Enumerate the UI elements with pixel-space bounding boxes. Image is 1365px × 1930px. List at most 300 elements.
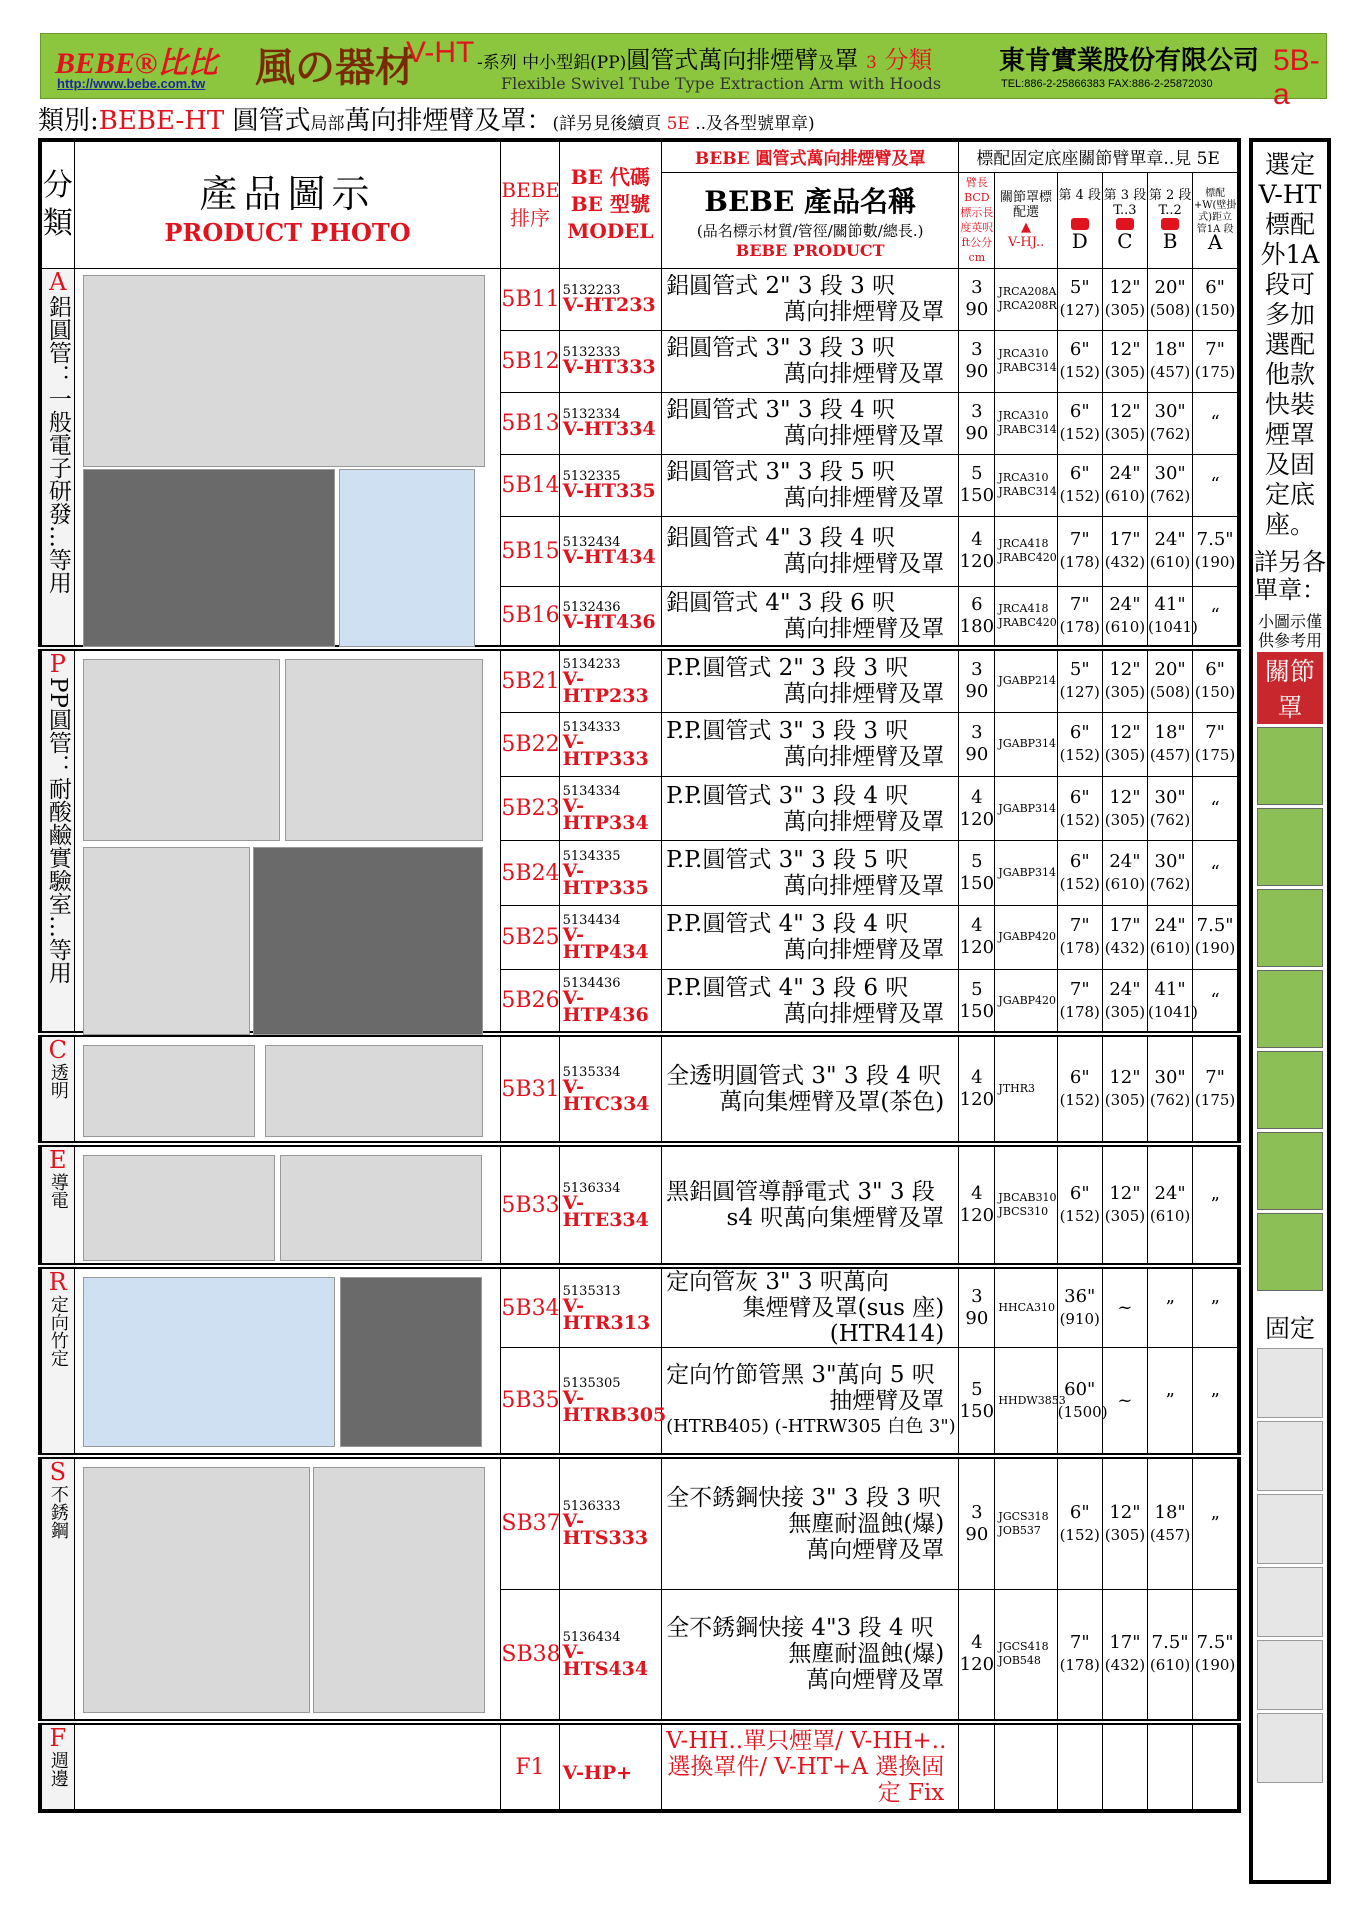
dim-b-in: ” (1165, 1297, 1175, 1319)
dim-a-cell (1193, 970, 1239, 1034)
category-name: 不銹鋼 (47, 1485, 69, 1539)
order-cell (501, 516, 559, 586)
dim-b-cm: (762) (1149, 425, 1191, 443)
order-cell (501, 268, 559, 330)
arm-length-ft: 5 (971, 978, 983, 1000)
product-name-line1: 鋁圓管式 4" 3 段 4 呎 (666, 525, 896, 551)
mount-thumbnail (1257, 1640, 1323, 1710)
dim-d-cm: (152) (1059, 1207, 1100, 1225)
dim-d-cm: (152) (1059, 810, 1100, 829)
model-cell (559, 454, 661, 516)
header-order (501, 140, 559, 268)
arm-length-ft: 4 (971, 1067, 983, 1088)
order-value: 5B15 (501, 538, 560, 564)
order-cell (501, 970, 559, 1034)
dim-b-in: 24" (1154, 915, 1186, 937)
side-tiny-note: 小圖示僅供參考用 (1257, 612, 1322, 650)
product-name-line1: 鋁圓管式 3" 3 段 3 呎 (666, 335, 896, 361)
product-name-line1: 定向竹節管黑 3"萬向 5 呎 (666, 1361, 935, 1388)
dim-d-cell (1057, 777, 1102, 841)
dim-b-cell (1148, 454, 1193, 516)
dim-b-cell (1148, 1348, 1193, 1456)
dim-c-cell (1102, 1348, 1147, 1456)
header-pname-sub: (品名標示材質/管徑/關節數/總長.) (696, 222, 924, 240)
category-cell (40, 268, 74, 648)
product-photo (280, 1155, 482, 1261)
product-name-line1: 鋁圓管式 3" 3 段 5 呎 (666, 459, 896, 485)
dim-d-cell (1057, 1722, 1102, 1811)
arm-length-ft: 4 (971, 1632, 983, 1654)
category-name: 透明 (47, 1063, 69, 1099)
dim-d-in: 6" (1069, 786, 1090, 808)
product-name-line2: 萬向排煙臂及罩 (783, 485, 945, 511)
dim-a-in: 7" (1205, 339, 1225, 360)
product-name-line1: 全透明圓管式 3" 3 段 4 呎 (666, 1063, 942, 1089)
arm-length-cm: 150 (959, 873, 995, 895)
product-name-line2: 萬向排煙臂及罩 (783, 808, 945, 835)
dim-d-in: 6" (1069, 339, 1090, 360)
dim-a-cell (1193, 905, 1239, 969)
header-code-b: BE 型號 (570, 192, 650, 217)
brand-logo: BEBE®比比 (55, 47, 218, 80)
product-photo (83, 1467, 310, 1713)
product-code: 5134335 (562, 848, 621, 864)
dim-d-in: 6" (1069, 401, 1090, 422)
dim-b-in: 20" (1154, 277, 1186, 298)
dim-a-in: 7.5" (1196, 529, 1234, 550)
dim-c-in: 17" (1109, 915, 1141, 937)
dim-c-cell (1102, 330, 1147, 392)
dim-c-cell (1102, 392, 1147, 454)
product-name-line2: 萬向排煙臂及罩 (783, 615, 945, 642)
product-name-line2: 萬向排煙臂及罩 (783, 873, 945, 900)
table-row (40, 1144, 1239, 1266)
joint-cell (995, 1144, 1057, 1266)
arm-length-cell (959, 1144, 995, 1266)
dim-b-cell (1148, 1589, 1193, 1722)
order-cell (501, 392, 559, 454)
header-seg3-label: 第 3 段 T..3 (1103, 188, 1147, 218)
dim-d-in: 5" (1069, 277, 1090, 298)
arm-length-cell (959, 970, 995, 1034)
dim-c-in: 12" (1109, 722, 1141, 744)
joint-cell (995, 268, 1057, 330)
model-code: V-HTS434 (562, 1640, 649, 1680)
header-b: B (1162, 229, 1178, 253)
category-name: 導電 (47, 1173, 69, 1209)
dim-b-cell (1148, 586, 1198, 648)
banner-subtitle: Flexible Swivel Tube Type Extraction Arm with Hoods (501, 74, 942, 93)
category-code: BEBE-HT (98, 106, 225, 136)
joint-code: JGABP420 (998, 930, 1057, 944)
header-seg4-label: 第 4 段 (1058, 188, 1102, 203)
arm-length-cell (959, 1034, 995, 1144)
hood-thumbnail (1257, 889, 1323, 967)
product-name-line1: 鋁圓管式 4" 3 段 6 呎 (666, 589, 896, 616)
dim-c-cm: (432) (1104, 939, 1146, 958)
header-pname-en: BEBE PRODUCT (735, 241, 885, 260)
dim-a-cell (1193, 1722, 1239, 1811)
product-name-cell (662, 1456, 959, 1589)
arm-length-ft: 5 (971, 1378, 983, 1400)
joint-code: JGCS418 JOB548 (998, 1640, 1049, 1668)
order-cell (501, 1348, 559, 1456)
product-code: 5134233 (562, 656, 621, 672)
dim-a-cell (1193, 648, 1239, 712)
dim-d-cm: (152) (1059, 487, 1100, 505)
header-order-b: 排序 (510, 206, 551, 231)
dim-b-cell (1148, 970, 1198, 1034)
dim-b-cm: (1041) (1148, 617, 1198, 636)
model-code: V-HTE334 (562, 1191, 649, 1231)
product-photo (340, 1277, 482, 1447)
model-code: V-HTP335 (562, 859, 649, 899)
dim-a-cell (1193, 516, 1239, 586)
product-name-cell (662, 1144, 959, 1266)
dim-b-cm: (610) (1149, 553, 1191, 571)
dim-d-cell (1057, 970, 1102, 1034)
website-link[interactable]: http://www.bebe.com.tw (57, 76, 206, 91)
dim-b-in: 30" (1154, 1067, 1186, 1088)
product-photo (83, 1045, 255, 1137)
product-photo-cell (74, 648, 501, 1034)
arm-length-cell (959, 905, 995, 969)
category-name: PP圓管：耐酸鹼實驗室…等用 (44, 677, 71, 984)
dim-c-cm: (305) (1104, 1525, 1146, 1544)
header-joint (995, 172, 1057, 268)
dim-c-cm: (305) (1104, 425, 1146, 443)
dim-a-in: “ (1210, 989, 1220, 1011)
arm-length-cell (959, 1589, 995, 1722)
table-body (40, 268, 1239, 1811)
arm-length-cell (959, 841, 995, 905)
header-model (559, 140, 661, 268)
dim-a-cm: (190) (1194, 553, 1236, 571)
dim-d-in: 6" (1069, 1183, 1090, 1204)
joint-cell (995, 1034, 1057, 1144)
product-code: 5132333 (562, 345, 621, 360)
dim-b-in: 24" (1154, 529, 1186, 550)
arm-length-cm: 180 (959, 615, 995, 637)
arm-length-cell (959, 330, 995, 392)
product-name-cell (662, 1348, 959, 1456)
arm-length-cm: 120 (959, 1089, 995, 1110)
dim-a-in: ” (1210, 1297, 1220, 1319)
arm-length-cell (959, 268, 995, 330)
arm-length-cell (959, 777, 995, 841)
product-code: 5136434 (562, 1629, 621, 1645)
product-name-cell (662, 1034, 959, 1144)
order-cell (501, 1722, 559, 1811)
product-code: 5136333 (562, 1499, 621, 1515)
category-letter: S (49, 1458, 67, 1486)
dim-a-cell (1193, 454, 1239, 516)
model-code: V-HT233 (562, 294, 656, 316)
dim-b-cell (1148, 777, 1193, 841)
joint-cell (995, 454, 1057, 516)
dim-c-in: 12" (1109, 786, 1141, 808)
header-pname-main: BEBE 產品名稱 (704, 185, 917, 218)
dim-a-in: “ (1210, 412, 1220, 433)
model-cell (559, 970, 661, 1034)
model-cell (559, 1144, 661, 1266)
order-value: 5B16 (501, 603, 560, 629)
dim-c-in: 12" (1109, 659, 1141, 681)
arm-length-cm: 90 (965, 744, 989, 766)
arm-length-ft: 3 (971, 277, 983, 298)
dim-d-in: 36" (1064, 1286, 1096, 1308)
product-code: 5134434 (562, 912, 621, 928)
side-panel (1249, 138, 1331, 1884)
dim-c-in: ~ (1117, 1389, 1133, 1411)
joint-code: JRCA418 JRABC420 (998, 601, 1057, 629)
product-code: 5134334 (562, 784, 621, 800)
product-name-line3: 萬向煙臂及罩 (806, 1667, 945, 1694)
dim-c-in: 17" (1109, 529, 1141, 550)
model-code: V-HP+ (562, 1762, 633, 1784)
product-name-line1: P.P.圓管式 3" 3 段 3 呎 (666, 718, 909, 745)
dim-a-in: ” (1210, 1389, 1220, 1411)
dim-d-cm: (1500) (1057, 1402, 1108, 1421)
order-cell (501, 1144, 559, 1266)
dim-a-in: 6" (1205, 277, 1225, 298)
joint-code: JGABP314 (998, 866, 1057, 880)
model-cell (559, 841, 661, 905)
category-note-b: 5E (666, 114, 690, 134)
model-code: V-HTRB305 (562, 1387, 667, 1427)
hood-thumbnail (1257, 1132, 1323, 1210)
dim-b-cm: (762) (1149, 875, 1191, 894)
product-code: 5134333 (562, 719, 621, 735)
dim-a-in: “ (1210, 474, 1220, 495)
arm-length-ft: 3 (971, 722, 983, 744)
joint-cell (995, 1266, 1057, 1348)
dim-d-cell (1057, 454, 1102, 516)
header-joint-hood: 關節罩標配選 (1000, 190, 1053, 220)
product-code: 5132436 (562, 599, 621, 615)
joint-cell (995, 777, 1057, 841)
dim-b-cm: (610) (1149, 939, 1191, 958)
dim-a-in: ” (1210, 1194, 1220, 1215)
dim-d-in: 6" (1069, 463, 1090, 484)
dim-c-cm: (305) (1104, 363, 1146, 381)
dim-d-in: 7" (1069, 529, 1090, 550)
dim-a-cell (1193, 330, 1239, 392)
joint-cell (995, 330, 1057, 392)
dim-d-cell (1057, 1144, 1102, 1266)
arm-length-cell (959, 1266, 995, 1348)
dim-b-in: 7.5" (1151, 1632, 1189, 1654)
model-cell (559, 1348, 667, 1456)
dim-c-in: 24" (1109, 851, 1141, 873)
side-detail-note: 詳另各單章： (1254, 548, 1326, 604)
product-name-line3: (HTRB405) (-HTRW305 白色 3") (666, 1415, 956, 1437)
arm-length-cm: 150 (959, 1400, 995, 1422)
dim-b-cell (1148, 330, 1193, 392)
title-cat: 分類 (884, 46, 933, 74)
joint-cell (995, 970, 1057, 1034)
arm-length-cell (959, 516, 995, 586)
joint-cell (995, 712, 1057, 776)
dim-a-cell (1193, 392, 1239, 454)
product-name-line2: 萬向排煙臂及罩 (783, 361, 945, 387)
dim-d-cell (1057, 268, 1102, 330)
dim-b-cell (1148, 392, 1193, 454)
product-photo-cell (74, 1144, 501, 1266)
model-code: V-HTS333 (562, 1510, 649, 1550)
dim-a-in: “ (1210, 797, 1220, 819)
dim-c-cell (1102, 970, 1147, 1034)
order-value: 5B26 (501, 988, 560, 1014)
dim-d-in: 6" (1069, 851, 1090, 873)
product-photo (339, 469, 475, 647)
dim-b-cell (1148, 1034, 1193, 1144)
dim-a-cell (1193, 712, 1239, 776)
dim-b-cell (1148, 1456, 1193, 1589)
product-photo-cell (74, 1722, 501, 1811)
product-name-line2: 萬向排煙臂及罩 (783, 1000, 945, 1027)
dim-a-in: “ (1210, 862, 1220, 884)
product-name-line2: 萬向排煙臂及罩 (783, 551, 945, 577)
arm-length-ft: 5 (971, 463, 983, 484)
dim-b-in: 41" (1154, 593, 1186, 615)
header-pname (662, 172, 959, 268)
arm-length-cell (959, 454, 995, 516)
dim-d-cm: (152) (1059, 1525, 1100, 1544)
header-c: C (1117, 229, 1133, 253)
category-cell (40, 1144, 74, 1266)
dim-c-in: 12" (1109, 339, 1141, 360)
arm-length-ft: 3 (971, 401, 983, 422)
product-photo (285, 659, 483, 841)
dim-b-cm: (610) (1149, 1656, 1191, 1675)
hood-thumbnail (1257, 1051, 1323, 1129)
dim-d-cm: (178) (1059, 1002, 1100, 1021)
title-and: 及 (818, 53, 835, 72)
product-photo (265, 1045, 483, 1137)
dim-d-cm: (152) (1059, 363, 1100, 381)
joint-code: JGABP214 (998, 674, 1057, 688)
dim-d-cell (1057, 330, 1102, 392)
product-name-line2: 無塵耐溫蝕(爆) (788, 1510, 945, 1537)
dim-c-cell (1102, 1589, 1147, 1722)
model-code: V-HTP334 (562, 795, 649, 835)
product-name-line2: 萬向排煙臂及罩 (783, 744, 945, 771)
dim-b-in: 18" (1154, 722, 1186, 744)
header-code-a: BE 代碼 (570, 165, 650, 190)
model-code: V-HTP434 (562, 923, 649, 963)
table-row (40, 1456, 1239, 1589)
header-seg3 (1102, 172, 1147, 268)
dim-d-cm: (152) (1059, 1091, 1100, 1109)
model-code: V-HT333 (562, 356, 656, 378)
dim-c-cm: (305) (1104, 746, 1146, 765)
dim-c-cm: (305) (1104, 1002, 1146, 1021)
header-segw-label: 標配+W(壁掛式)距立管1A 段 (1193, 187, 1237, 235)
dim-a-cm: (150) (1194, 683, 1236, 702)
dim-d-cell (1057, 905, 1102, 969)
dim-c-cell (1102, 1034, 1147, 1144)
dim-c-in: 24" (1109, 463, 1141, 484)
header-banner (40, 33, 1327, 111)
order-cell (501, 648, 559, 712)
product-photo (83, 469, 335, 647)
model-cell (559, 586, 661, 648)
dim-a-cell (1193, 586, 1239, 648)
arm-length-ft: 4 (971, 786, 983, 808)
dim-a-in: 7" (1205, 722, 1225, 744)
dim-b-cell (1148, 1144, 1193, 1266)
product-name-cell (662, 454, 959, 516)
product-name-line1: P.P.圓管式 4" 3 段 6 呎 (666, 974, 909, 1001)
product-name-cell (662, 516, 959, 586)
product-code: 5132335 (562, 469, 621, 484)
dim-b-in: 30" (1154, 786, 1186, 808)
joint-cell (995, 392, 1057, 454)
product-name-line3: 定 Fix (877, 1780, 945, 1806)
dim-c-cm: (432) (1104, 553, 1146, 571)
dim-c-cm: (610) (1104, 617, 1146, 636)
product-name-cell (662, 905, 959, 969)
header-a: A (1207, 229, 1223, 254)
header-pname-top: BEBE 圓管式萬向排煙臂及罩 (662, 140, 959, 172)
arm-length-cell (959, 586, 995, 648)
order-value: 5B24 (501, 860, 560, 886)
dim-b-cm: (457) (1149, 746, 1191, 765)
product-code: 5134436 (562, 976, 621, 992)
dim-c-cell (1102, 454, 1147, 516)
arm-length-ft: 3 (971, 1286, 983, 1308)
dim-c-cm: (610) (1104, 487, 1146, 505)
dim-c-cm: (432) (1104, 1656, 1146, 1675)
dim-b-cm: (508) (1149, 683, 1191, 702)
dim-c-cell (1102, 516, 1147, 586)
dim-b-cell (1148, 268, 1193, 330)
product-photo (83, 847, 250, 1035)
order-value: 5B13 (501, 410, 560, 436)
order-value: 5B34 (501, 1295, 560, 1321)
title-num: 3 (865, 53, 877, 73)
hood-thumbnail (1257, 808, 1323, 886)
product-name-cell (662, 330, 959, 392)
product-name-line1: V-HH..單只煙罩/ V-HH+.. (666, 1728, 947, 1754)
dim-a-cell (1193, 777, 1239, 841)
product-photo (253, 847, 483, 1035)
product-name-line2: 萬向排煙臂及罩 (783, 937, 945, 964)
dim-b-in: 18" (1154, 1501, 1186, 1523)
header-code-c: MODEL (567, 219, 654, 244)
dim-d-cell (1057, 712, 1102, 776)
dim-b-cm: (508) (1149, 301, 1191, 319)
dim-b-cm: (762) (1149, 1091, 1191, 1109)
model-cell (559, 330, 661, 392)
arm-length-ft: 4 (971, 1183, 983, 1204)
model-code: V-HTC334 (562, 1075, 650, 1115)
product-name-line1: 全不銹鋼快接 4"3 段 4 呎 (666, 1615, 934, 1642)
dim-b-in: 30" (1154, 851, 1186, 873)
order-value: 5B23 (501, 796, 560, 822)
product-name-line2: s4 呎萬向集煙臂及罩 (726, 1205, 945, 1231)
category-name: 定向竹定 (47, 1295, 69, 1367)
model-cell (559, 268, 661, 330)
category-line (38, 100, 815, 137)
order-value: 5B21 (501, 668, 560, 694)
model-code: V-HTR313 (562, 1294, 651, 1334)
category-cell (40, 1034, 74, 1144)
dim-a-cell (1193, 1266, 1239, 1348)
dim-a-cell (1193, 1034, 1239, 1144)
product-name-cell (662, 777, 959, 841)
